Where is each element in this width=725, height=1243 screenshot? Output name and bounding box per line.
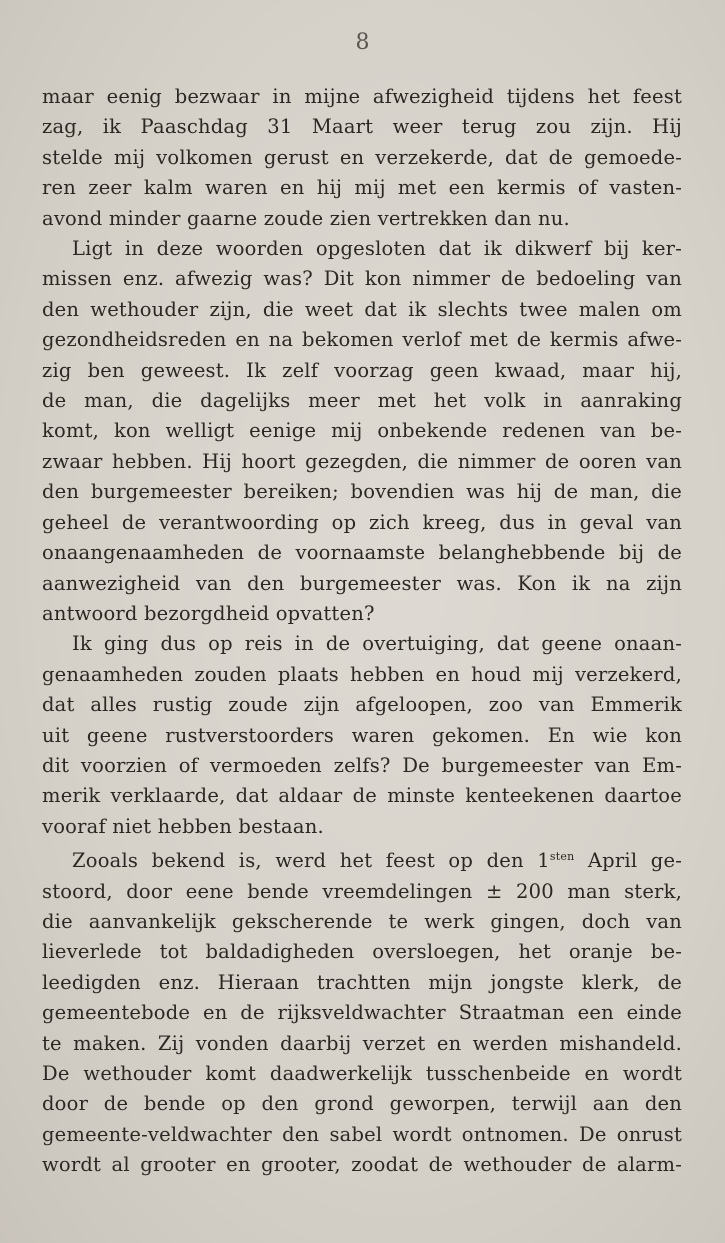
text-line: die aanvankelijk gekscherende te werk gingen, doch van: [42, 909, 682, 933]
text-line: aanwezigheid van den burgemeester was. Kon ik na zijn: [42, 571, 682, 595]
text-line: antwoord bezorgdheid opvatten?: [42, 601, 375, 625]
text-line: vooraf niet hebben bestaan.: [42, 814, 324, 838]
text-line: zwaar hebben. Hij hoort gezegden, die nimmer de ooren van: [42, 449, 682, 473]
text-line: maar eenig bezwaar in mijne afwezigheid tijdens het feest: [42, 85, 682, 108]
body-text: [42, 82, 682, 1181]
text-line: gemeente-veldwachter den sabel wordt ontnomen. De onrust: [42, 1122, 682, 1146]
text-line: gemeentebode en de rijksveldwachter Straatman een einde: [42, 1001, 682, 1025]
text-line: ren zeer kalm waren en hij mij met een kermis of vasten-: [42, 176, 682, 200]
page-number: 8: [355, 30, 370, 55]
text-run: April ge-: [574, 849, 682, 873]
text-run: Zooals bekend is, werd het feest op den 1: [72, 849, 550, 873]
text-line: stoord, door eene bende vreemdelingen ± 200 man sterk,: [42, 879, 682, 903]
text-line: wordt al grooter en grooter, zoodat de wethouder de alarm-: [42, 1153, 682, 1177]
paragraph-1: [42, 82, 682, 234]
text-line: leedigden enz. Hieraan trachtten mijn jongste klerk, de: [42, 970, 682, 994]
text-line: gezondheidsreden en na bekomen verlof met de kermis afwe-: [42, 328, 682, 352]
paragraph-3: [42, 629, 682, 842]
text-line: De wethouder komt daadwerkelijk tusschenbeide en wordt: [42, 1062, 682, 1085]
text-line: door de bende op den grond geworpen, terwijl aan den: [42, 1092, 682, 1116]
text-line: [42, 842, 682, 876]
text-line: de man, die dagelijks meer met het volk in aanraking: [42, 389, 682, 413]
text-line: den burgemeester bereiken; bovendien was hij de man, die: [42, 480, 682, 504]
text-line: Ik ging dus op reis in de overtuiging, dat geene onaan-: [72, 632, 682, 656]
text-line: geheel de verantwoording op zich kreeg, dus in geval van: [42, 510, 682, 534]
text-line: Ligt in deze woorden opgesloten dat ik dikwerf bij ker-: [72, 237, 682, 261]
text-line: te maken. Zij vonden daarbij verzet en werden mishandeld.: [42, 1031, 682, 1055]
text-line: zag, ik Paaschdag 31 Maart weer terug zou zijn. Hij: [42, 115, 682, 139]
text-line: dat alles rustig zoude zijn afgeloopen, zoo van Emmerik: [42, 693, 682, 717]
text-line: missen enz. afwezig was? Dit kon nimmer de bedoeling van: [42, 267, 682, 291]
text-line: lieverlede tot baldadigheden oversloegen, het oranje be-: [42, 940, 682, 964]
text-line: zig ben geweest. Ik zelf voorzag geen kwaad, maar hij,: [42, 358, 682, 382]
text-line: dit voorzien of vermoeden zelfs? De burgemeester van Em-: [42, 753, 682, 777]
superscript: sten: [549, 850, 575, 864]
text-line: stelde mij volkomen gerust en verzekerde, dat de gemoede-: [42, 145, 682, 169]
paragraph-4: [42, 842, 682, 1180]
text-line: uit geene rustverstoorders waren gekomen. En wie kon: [42, 723, 682, 747]
text-line: onaangenaamheden de voornaamste belanghebbende bij de: [42, 541, 682, 565]
text-line: den wethouder zijn, die weet dat ik slechts twee malen om: [42, 297, 682, 321]
text-line: komt, kon welligt eenige mij onbekende redenen van be-: [42, 419, 682, 443]
text-line: merik verklaarde, dat aldaar de minste kenteekenen daartoe: [42, 784, 682, 808]
text-line: genaamheden zouden plaats hebben en houd mij verzekerd,: [42, 662, 682, 686]
text-line: avond minder gaarne zoude zien vertrekken dan nu.: [42, 206, 570, 230]
paragraph-2: [42, 234, 682, 629]
